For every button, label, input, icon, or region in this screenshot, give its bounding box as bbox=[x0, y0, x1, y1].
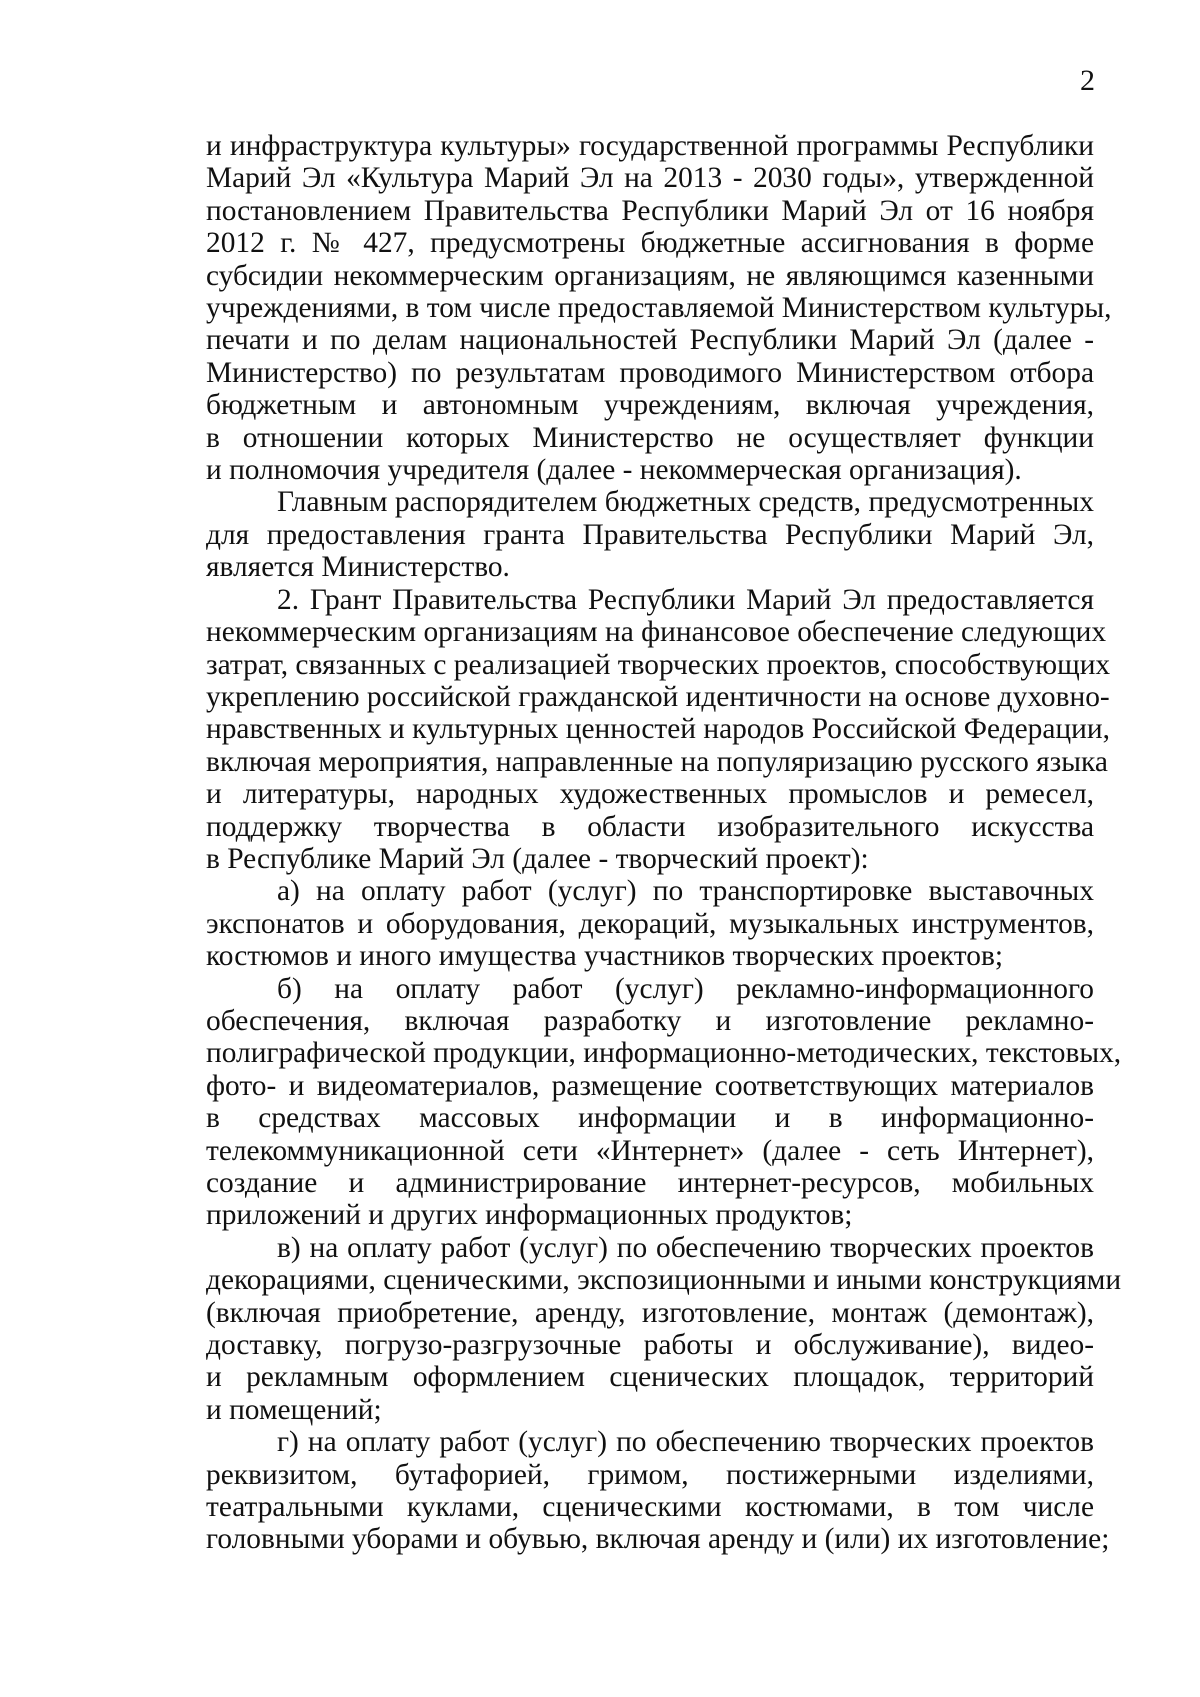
paragraph-p4 bbox=[206, 875, 1094, 972]
text-line: костюмов и иного имущества участников творческих проектов; bbox=[206, 940, 1004, 973]
text-line: г) на оплату работ (услуг) по обеспечению творческих проектов bbox=[277, 1426, 1094, 1459]
text-line: затрат, связанных с реализацией творческих проектов, способствующих bbox=[206, 648, 1111, 681]
text-line: головными уборами и обувью, включая аренду и (или) их изготовление; bbox=[206, 1523, 1110, 1556]
text-line: б) на оплату работ (услуг) рекламно-информационного bbox=[277, 972, 1094, 1005]
text-line: для предоставления гранта Правительства Республики Марий Эл, bbox=[206, 518, 1094, 551]
text-line: укреплению российской гражданской идентичности на основе духовно- bbox=[206, 680, 1110, 713]
text-line: бюджетным и автономным учреждениям, включая учреждения, bbox=[206, 389, 1094, 422]
text-line: Главным распорядителем бюджетных средств, предусмотренных bbox=[277, 486, 1094, 519]
text-line: приложений и других информационных продуктов; bbox=[206, 1199, 853, 1232]
page-number: 2 bbox=[1080, 64, 1095, 97]
text-line: в Республике Марий Эл (далее - творческий проект): bbox=[206, 842, 869, 875]
text-line: некоммерческим организациям на финансовое обеспечение следующих bbox=[206, 616, 1107, 649]
text-line: в) на оплату работ (услуг) по обеспечению творческих проектов bbox=[277, 1231, 1094, 1264]
text-line: обеспечения, включая разработку и изготовление рекламно- bbox=[206, 1004, 1094, 1037]
text-line: реквизитом, бутафорией, гримом, постижерными изделиями, bbox=[206, 1458, 1094, 1491]
paragraph-p3 bbox=[206, 583, 1111, 876]
paragraph-p7 bbox=[206, 1426, 1110, 1556]
text-line: телекоммуникационной сети «Интернет» (далее - сеть Интернет), bbox=[206, 1134, 1094, 1167]
paragraph-p6 bbox=[206, 1231, 1122, 1426]
text-line: и полномочия учредителя (далее - некоммерческая организация). bbox=[206, 454, 1022, 487]
text-line: учреждениями, в том числе предоставляемой Министерством культуры, bbox=[206, 292, 1112, 325]
paragraph-p5 bbox=[206, 972, 1122, 1232]
text-line: в отношении которых Министерство не осуществляет функции bbox=[206, 421, 1094, 454]
text-line: поддержку творчества в области изобразительного искусства bbox=[206, 810, 1094, 843]
text-line: и рекламным оформлением сценических площадок, территорий bbox=[206, 1361, 1094, 1394]
text-line: Марий Эл «Культура Марий Эл на 2013 - 2030 годы», утвержденной bbox=[206, 162, 1094, 195]
text-line: а) на оплату работ (услуг) по транспортировке выставочных bbox=[277, 875, 1094, 908]
text-line: в средствах массовых информации и в информационно- bbox=[206, 1102, 1094, 1135]
text-line: полиграфической продукции, информационно-методических, текстовых, bbox=[206, 1037, 1122, 1070]
text-line: 2012 г. № 427, предусмотрены бюджетные ассигнования в форме bbox=[206, 227, 1094, 260]
text-line: печати и по делам национальностей Республики Марий Эл (далее - bbox=[206, 324, 1094, 357]
document-body bbox=[206, 130, 1122, 1556]
text-line: субсидии некоммерческим организациям, не являющимся казенными bbox=[206, 259, 1094, 292]
text-line: декорациями, сценическими, экспозиционными и иными конструкциями bbox=[206, 1264, 1122, 1297]
text-line: (включая приобретение, аренду, изготовление, монтаж (демонтаж), bbox=[206, 1296, 1094, 1329]
text-line: нравственных и культурных ценностей народов Российской Федерации, bbox=[206, 713, 1110, 746]
paragraph-p2 bbox=[206, 486, 1094, 583]
text-line: создание и администрирование интернет-ресурсов, мобильных bbox=[206, 1167, 1094, 1199]
text-line: и инфраструктура культуры» государственной программы Республики bbox=[206, 130, 1094, 162]
text-line: включая мероприятия, направленные на популяризацию русского языка bbox=[206, 745, 1108, 778]
text-line: является Министерство. bbox=[206, 551, 510, 584]
text-line: Министерство) по результатам проводимого Министерством отбора bbox=[206, 356, 1094, 389]
text-line: 2. Грант Правительства Республики Марий Эл предоставляется bbox=[277, 583, 1094, 616]
text-line: и литературы, народных художественных промыслов и ремесел, bbox=[206, 778, 1094, 811]
text-line: постановлением Правительства Республики Марий Эл от 16 ноября bbox=[206, 194, 1094, 227]
text-line: фото- и видеоматериалов, размещение соответствующих материалов bbox=[206, 1069, 1094, 1102]
paragraph-p1 bbox=[206, 130, 1112, 487]
text-line: и помещений; bbox=[206, 1393, 382, 1426]
text-line: театральными куклами, сценическими костюмами, в том числе bbox=[206, 1491, 1094, 1524]
text-line: доставку, погрузо-разгрузочные работы и обслуживание), видео- bbox=[206, 1329, 1094, 1362]
text-line: экспонатов и оборудования, декораций, музыкальных инструментов, bbox=[206, 907, 1094, 940]
